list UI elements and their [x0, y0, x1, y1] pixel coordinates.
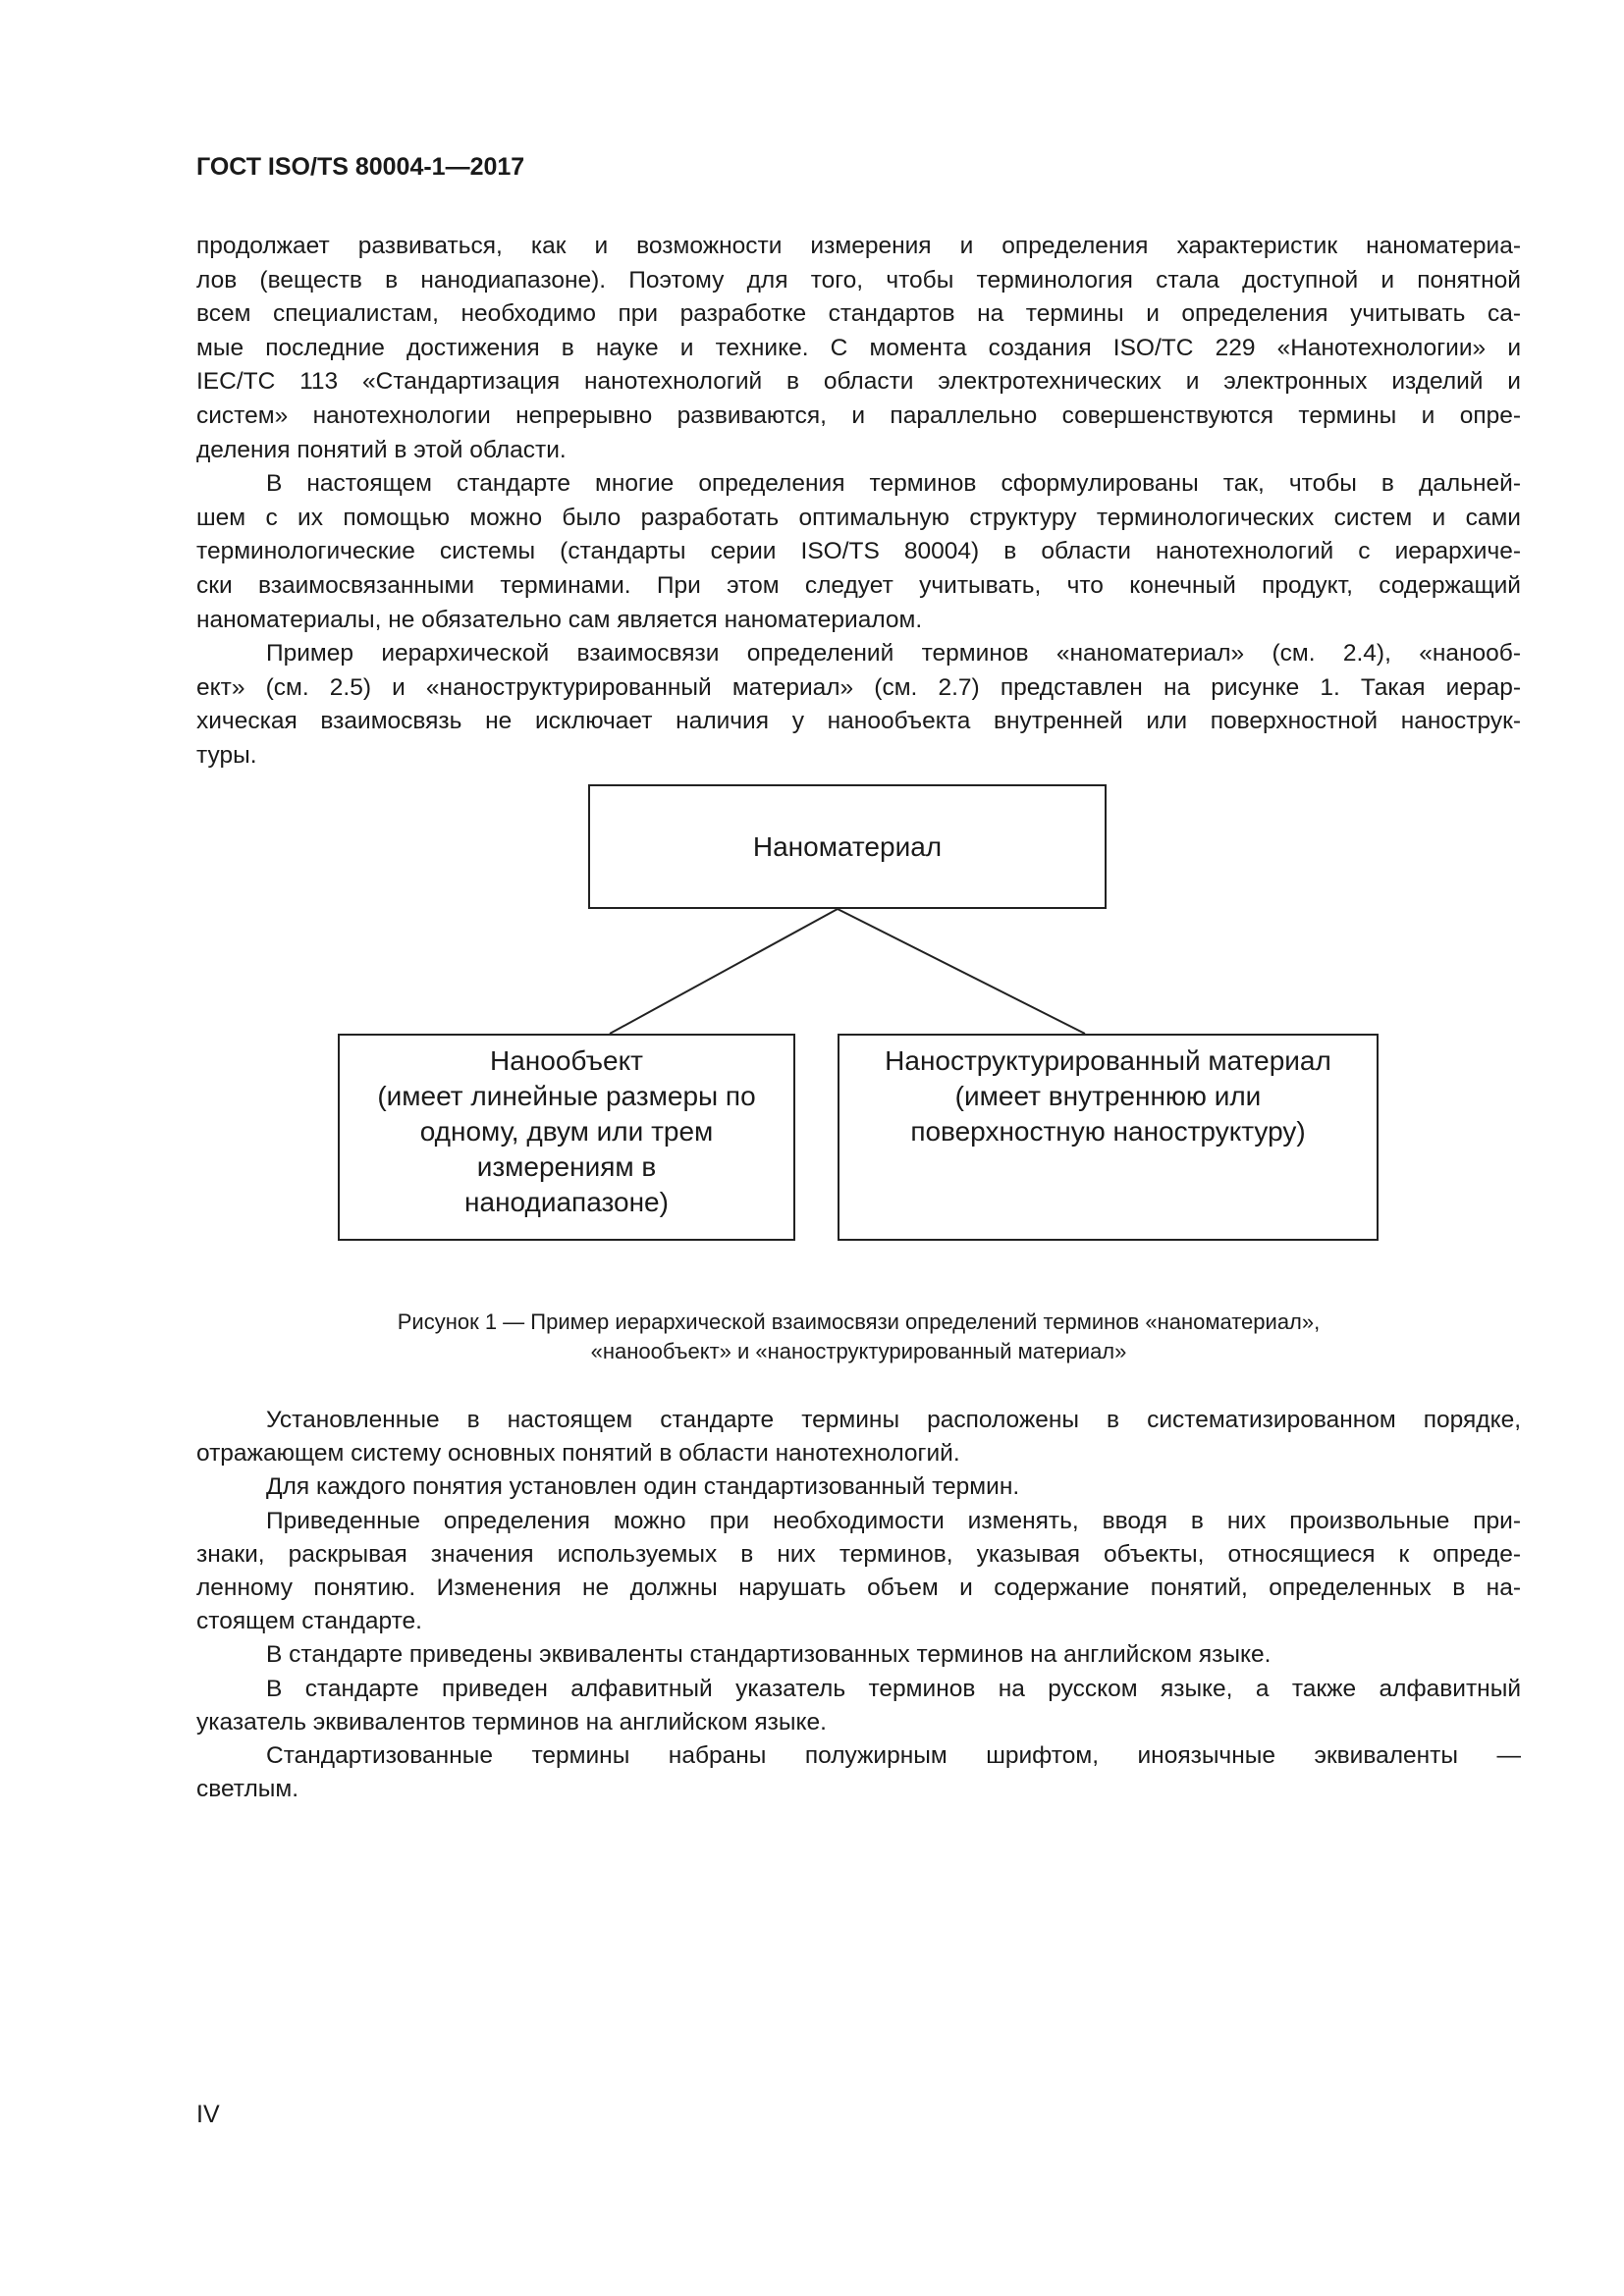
text-line: (имеет внутреннюю или	[954, 1081, 1262, 1111]
text-line: хическая взаимосвязь не исключает наличия у нанообъекта внутренней или поверхностной нанострук-	[196, 708, 1521, 735]
text-line: продолжает развиваться, как и возможности измерения и определения характеристик наноматериа-	[196, 233, 1521, 259]
body-text-bottom	[196, 1404, 1521, 1806]
text-line: «нанообъект» и «наноструктурированный материал»	[590, 1339, 1127, 1363]
connector-left	[610, 909, 838, 1034]
paragraph	[196, 1673, 1521, 1739]
text-line: Нанообъект	[490, 1045, 643, 1076]
text-line: Наноматериал	[752, 830, 943, 862]
text-line: всем специалистам, необходимо при разработке стандартов на термины и определения учитывать са-	[196, 300, 1521, 328]
text-line: Для каждого понятия установлен один стандартизованный термин.	[266, 1473, 1020, 1501]
text-line: IEC/TC 113 «Стандартизация нанотехнологий в области электротехнических и электронных изделий и	[196, 368, 1521, 396]
page-number: IV	[196, 2101, 220, 2128]
text-line: стоящем стандарте.	[196, 1608, 422, 1635]
text-line: туры.	[196, 741, 257, 769]
text-line: Рисунок 1 — Пример иерархической взаимосвязи определений терминов «наноматериал»,	[397, 1309, 1321, 1334]
text-line: светлым.	[196, 1776, 299, 1803]
paragraph	[196, 1505, 1521, 1639]
text-line: В стандарте приведены эквиваленты стандартизованных терминов на английском языке.	[266, 1641, 1272, 1669]
text-line: знаки, раскрывая значения используемых в них терминов, указывая объекты, относящиеся к опреде-	[196, 1540, 1521, 1568]
text-line: ленному понятию. Изменения не должны нарушать объем и содержание понятий, определенных в на-	[196, 1575, 1521, 1602]
text-line: лов (веществ в нанодиапазоне). Поэтому для того, чтобы терминология стала доступной и понятной	[196, 266, 1521, 294]
text-line: Стандартизованные термины набраны полужирным шрифтом, иноязычные эквиваленты —	[266, 1742, 1521, 1770]
text-line: отражающем систему основных понятий в области нанотехнологий.	[196, 1440, 960, 1468]
paragraph	[196, 1638, 1521, 1672]
text-line: деления понятий в этой области.	[196, 436, 567, 463]
text-line: Установленные в настоящем стандарте термины расположены в систематизированном порядке,	[266, 1407, 1521, 1433]
text-line: В настоящем стандарте многие определения терминов сформулированы так, чтобы в дальней-	[266, 470, 1521, 498]
connector-right	[838, 909, 1085, 1034]
paragraph	[196, 1404, 1521, 1470]
text-line: указатель эквивалентов терминов на английском языке.	[196, 1708, 827, 1735]
text-line: ски взаимосвязанными терминами. При этом следует учитывать, что конечный продукт, содержащий	[196, 571, 1521, 599]
paragraph	[196, 1739, 1521, 1806]
box-nanomaterial	[588, 784, 1107, 909]
box-nano-object	[338, 1034, 795, 1241]
figure-caption	[196, 1308, 1521, 1366]
text-line: Пример иерархической взаимосвязи определений терминов «наноматериал» (см. 2.4), «нанооб-	[266, 640, 1521, 667]
document-header: ГОСТ ISO/TS 80004-1—2017	[196, 153, 525, 181]
text-line: поверхностную наноструктуру)	[910, 1116, 1306, 1147]
text-line: терминологические системы (стандарты серии ISO/TS 80004) в области нанотехнологий с иерархиче-	[196, 538, 1521, 565]
text-line: шем с их помощью можно было разработать оптимальную структуру терминологических систем и сами	[196, 504, 1521, 531]
text-line: (имеет линейные размеры по	[377, 1081, 756, 1111]
text-line: В стандарте приведен алфавитный указатель терминов на русском языке, а также алфавитный	[266, 1675, 1521, 1702]
paragraph	[196, 1470, 1521, 1504]
text-line: Приведенные определения можно при необходимости изменять, вводя в них произвольные при-	[266, 1507, 1521, 1534]
text-line: систем» нанотехнологии непрерывно развиваются, и параллельно совершенствуются термины и опре-	[196, 401, 1521, 429]
text-line: ект» (см. 2.5) и «наноструктурированный материал» (см. 2.7) представлен на рисунке 1. Такая иерар-	[196, 673, 1521, 701]
box-nanostructured-material	[838, 1034, 1379, 1241]
text-line: нанодиапазоне)	[464, 1187, 669, 1217]
text-line: наноматериалы, не обязательно сам является наноматериалом.	[196, 606, 923, 633]
text-line: одному, двум или трем	[419, 1116, 714, 1147]
text-line: мые последние достижения в науке и технике. С момента создания ISO/TC 229 «Нанотехнологии» и	[196, 334, 1521, 361]
text-line: измерениям в	[476, 1151, 657, 1182]
text-line: Наноструктурированный материал	[885, 1045, 1331, 1076]
